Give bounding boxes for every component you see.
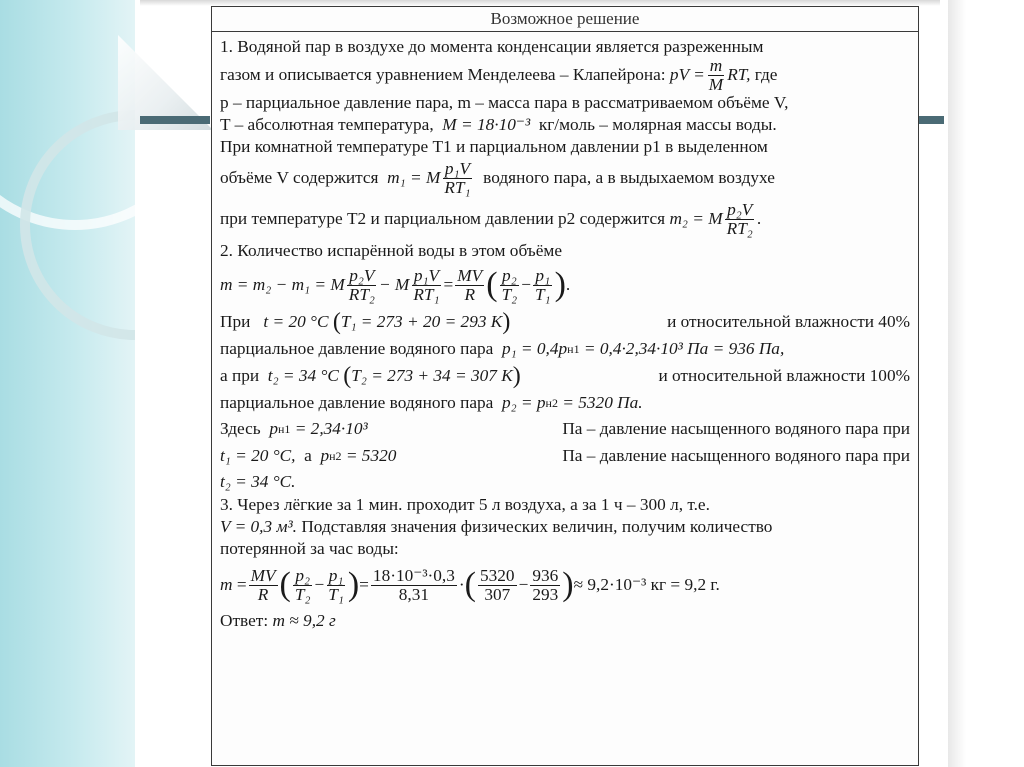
- text: Здесь: [220, 419, 261, 438]
- text: газом и описывается уравнением Менделеева – Клапейрона:: [220, 65, 666, 84]
- subscript: н1: [277, 422, 291, 436]
- line-13: [220, 390, 910, 416]
- text: и относительной влажности 40%: [667, 312, 910, 331]
- formula: t = 20 °C: [263, 312, 329, 331]
- paren: (: [343, 363, 352, 389]
- line-3: p – парциальное давление пара, m – масса пара в рассматриваемом объёме V,: [220, 93, 789, 112]
- line-5: При комнатной температуре T1 и парциальном давлении p1 в выделенном: [220, 137, 768, 156]
- formula: ≈ 9,2·10⁻³ кг = 9,2 г.: [573, 575, 720, 594]
- line-12: [220, 362, 910, 390]
- formula: m = m₂ − m₁ = M: [220, 275, 345, 294]
- fraction: [293, 567, 313, 604]
- num: MV: [250, 565, 276, 585]
- den: T₂: [294, 584, 311, 604]
- formula: = 5320: [345, 446, 397, 465]
- formula: m₁ = M: [387, 168, 441, 187]
- num: 5320: [480, 565, 515, 585]
- line-16: [220, 470, 910, 494]
- formula: −: [518, 575, 529, 594]
- decorative-side-strip: [0, 0, 135, 767]
- text: где: [754, 65, 778, 84]
- formula: pV =: [669, 65, 705, 84]
- den: T₁: [534, 284, 551, 304]
- solution-document: [211, 6, 919, 766]
- line-19: потерянной за час воды:: [220, 539, 399, 558]
- line-11: [220, 336, 910, 362]
- formula: p: [320, 446, 330, 465]
- num: p₁: [328, 565, 344, 585]
- text: T – абсолютная температура,: [220, 115, 434, 134]
- paren: ): [554, 266, 566, 303]
- den: 8,31: [398, 584, 430, 604]
- formula: = 5320 Па.: [562, 393, 643, 412]
- fraction: [411, 267, 441, 304]
- formula: RT,: [727, 65, 751, 84]
- formula: t₁ = 20 °C,: [220, 446, 296, 465]
- fraction: [442, 160, 472, 197]
- line-8: 2. Количество испарённой воды в этом объёме: [220, 241, 563, 260]
- paren: (: [464, 566, 476, 603]
- num: p₂V: [349, 265, 375, 285]
- text: Подставляя значения физических величин, получим количество: [301, 517, 773, 536]
- den: R: [464, 284, 476, 304]
- text: и относительной влажности 100%: [658, 366, 910, 385]
- formula: t₂ = 34 °C.: [220, 472, 296, 491]
- text: а: [304, 446, 312, 465]
- paren: (: [332, 309, 341, 335]
- formula: −: [521, 275, 531, 294]
- paren: ): [347, 566, 360, 603]
- decorative-line: [140, 116, 210, 124]
- formula: T₁ = 273 + 20 = 293 K: [340, 312, 503, 331]
- formula: M = 18·10⁻³: [442, 115, 531, 134]
- num: 18·10⁻³·0,3: [372, 565, 455, 585]
- formula: p₂ = p: [501, 393, 546, 412]
- text: При: [220, 312, 251, 331]
- formula: t₂ = 34 °C: [267, 366, 339, 385]
- num: m: [709, 55, 723, 75]
- formula: =: [443, 275, 454, 294]
- den: RT₂: [726, 218, 753, 238]
- formula: = 2,34·10³: [294, 419, 368, 438]
- line-20: [220, 560, 910, 610]
- den: 307: [484, 584, 511, 604]
- document-body: [212, 32, 918, 632]
- num: p₁: [535, 265, 551, 285]
- formula: p₁ = 0,4p: [501, 339, 568, 358]
- formula: V = 0,3 м³.: [220, 517, 297, 536]
- line-17: 3. Через лёгкие за 1 мин. проходит 5 л воздуха, а за 1 ч – 300 л, т.е.: [220, 495, 710, 514]
- num: p₂V: [727, 199, 753, 219]
- text: Па – давление насыщенного водяного пара при: [562, 446, 910, 465]
- answer-line: [220, 610, 910, 632]
- fraction: [455, 267, 484, 304]
- den: R: [257, 584, 269, 604]
- line-14: [220, 416, 910, 442]
- formula: −: [314, 575, 325, 594]
- line-15: [220, 442, 910, 470]
- text: .: [565, 275, 571, 294]
- fraction: [725, 201, 755, 238]
- den: M: [708, 74, 724, 94]
- fraction: [707, 57, 725, 94]
- den: RT₁: [444, 177, 471, 197]
- den: T₁: [328, 584, 344, 604]
- formula: m: [220, 575, 233, 594]
- formula: ·: [458, 575, 465, 594]
- line-10: [220, 308, 910, 336]
- num: MV: [457, 265, 483, 285]
- num: p₂: [502, 265, 517, 285]
- line-4: [220, 114, 910, 136]
- fraction: [500, 267, 520, 304]
- line-1: 1. Водяной пар в воздухе до момента конденсации является разреженным: [220, 37, 764, 56]
- text: водяного пара, а в выдыхаемом воздухе: [483, 168, 775, 187]
- text: кг/моль – молярная массы воды.: [538, 115, 777, 134]
- formula: = 0,4·2,34·10³ Па = 936 Па,: [583, 339, 785, 358]
- formula: − M: [378, 275, 410, 294]
- den: RT₂: [348, 284, 375, 304]
- num: p₁V: [444, 158, 471, 178]
- text: парциальное давление водяного пара: [220, 393, 494, 412]
- fraction: [533, 267, 553, 304]
- text: а при: [220, 366, 260, 385]
- formula: p: [269, 419, 278, 438]
- formula: =: [359, 575, 369, 594]
- fraction: [478, 567, 517, 604]
- fraction: [326, 567, 346, 604]
- subscript: н2: [329, 449, 342, 463]
- line-18: [220, 516, 910, 538]
- paren: ): [512, 363, 521, 389]
- paren: ): [562, 566, 574, 603]
- formula: =: [236, 575, 247, 594]
- paren: ): [502, 309, 511, 335]
- paren: (: [486, 266, 498, 303]
- subscript: н2: [545, 396, 558, 410]
- fraction: [347, 267, 377, 304]
- fraction: [371, 567, 457, 604]
- formula: T₂ = 273 + 34 = 307 K: [351, 366, 513, 385]
- line-9: [220, 262, 910, 308]
- text: Па – давление насыщенного водяного пара при: [562, 419, 910, 438]
- answer-label: Ответ:: [220, 611, 269, 630]
- line-7: [220, 198, 910, 240]
- line-2: [220, 55, 910, 94]
- answer-value: m ≈ 9,2 г: [272, 611, 336, 630]
- text: .: [756, 209, 762, 228]
- paren: (: [279, 566, 291, 603]
- fraction: [530, 567, 560, 604]
- fraction: [249, 567, 278, 604]
- num: p₂: [295, 565, 310, 585]
- num: 936: [532, 565, 559, 585]
- subscript: н1: [567, 342, 580, 356]
- decorative-shadow: [948, 0, 966, 767]
- text: парциальное давление водяного пара: [220, 339, 494, 358]
- den: RT₁: [413, 284, 440, 304]
- num: p₁V: [413, 265, 440, 285]
- den: 293: [532, 584, 559, 604]
- den: T₂: [501, 284, 518, 304]
- line-6: [220, 158, 910, 198]
- text: при температуре T2 и парциальном давлении p2 содержится: [220, 209, 666, 228]
- document-title: Возможное решение: [212, 7, 918, 32]
- text: объёме V содержится: [220, 168, 379, 187]
- formula: m₂ = M: [669, 209, 723, 228]
